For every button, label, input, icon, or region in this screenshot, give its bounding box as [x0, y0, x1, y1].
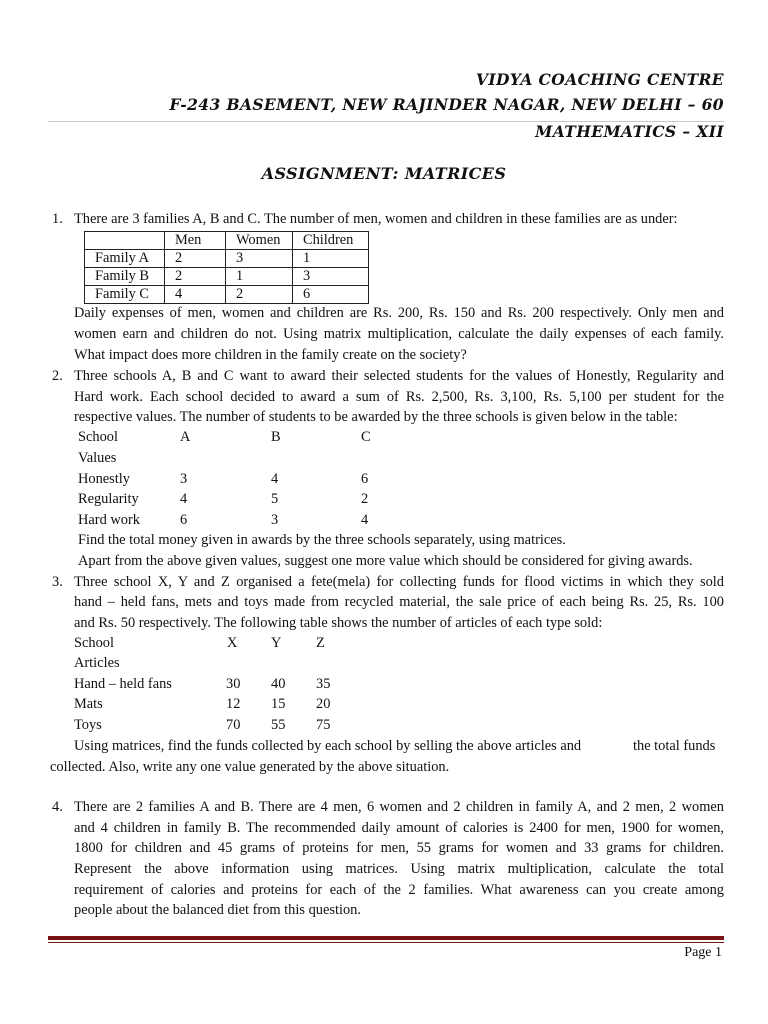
q2-cell: 6 — [180, 512, 188, 528]
q3-text-line: Using matrices, find the funds collected by each school by selling the above articles and — [74, 738, 582, 754]
q4-text-line: There are 2 families A and B. There are 4 men, 6 women and 2 children in family A, and 2 men, 2 women — [74, 799, 724, 815]
q3-row-label: Hand – held fans — [74, 676, 172, 692]
q3-cell: 15 — [271, 696, 286, 712]
q3-table-col: Y — [271, 635, 282, 651]
q3-number: 3. — [52, 574, 63, 590]
table-header-cell: Women — [226, 232, 293, 250]
q2-cell: 6 — [361, 471, 369, 487]
q3-table-col: Z — [316, 635, 325, 651]
table-row — [85, 250, 369, 268]
table-cell: 2 — [226, 286, 293, 304]
q3-row-label: Toys — [74, 717, 102, 733]
q2-cell: 3 — [180, 471, 188, 487]
q2-row-label: Honestly — [78, 471, 130, 487]
table-cell: 4 — [165, 286, 226, 304]
q3-table-sublabel: Articles — [74, 655, 120, 671]
q3-text-line: and Rs. 50 respectively. The following table shows the number of articles of each type sold: — [74, 615, 603, 631]
q3-table-col: X — [227, 635, 238, 651]
q3-cell: 30 — [226, 676, 241, 692]
table-cell: 1 — [293, 250, 369, 268]
table-cell: 2 — [165, 250, 226, 268]
q3-table-label: School — [74, 635, 114, 651]
table-cell: 3 — [293, 268, 369, 286]
table-cell: 3 — [226, 250, 293, 268]
q3-cell: 20 — [316, 696, 331, 712]
table-row — [85, 232, 369, 250]
q2-cell: 4 — [271, 471, 279, 487]
table-cell: Family A — [85, 250, 165, 268]
q2-cell: 2 — [361, 491, 369, 507]
table-header-cell: Children — [293, 232, 369, 250]
q1-text-line: women earn and children do not. Using matrix multiplication, calculate the daily expenses of each family. — [74, 326, 724, 342]
subject-line: MATHEMATICS – XII — [535, 122, 724, 141]
q3-cell: 35 — [316, 676, 331, 692]
q1-intro: There are 3 families A, B and C. The number of men, women and children in these families are as under: — [74, 211, 678, 227]
q2-cell: 4 — [361, 512, 369, 528]
page-number: Page 1 — [684, 945, 722, 960]
q1-text-line: Daily expenses of men, women and children are Rs. 200, Rs. 150 and Rs. 200 respectively. Only men and — [74, 305, 724, 321]
q4-text-line: 1800 for children and 45 grams of proteins for men, 55 grams for women and 33 grams for children. — [74, 840, 724, 856]
q2-cell: 3 — [271, 512, 279, 528]
q2-table-label: School — [78, 429, 118, 445]
q3-cell: 55 — [271, 717, 286, 733]
q3-cell: 75 — [316, 717, 331, 733]
q2-cell: 4 — [180, 491, 188, 507]
q3-text-line: hand – held fans, mets and toys made from recycled material, the sale price of each being Rs. 25, Rs. 100 — [74, 594, 724, 610]
q1-text-line: What impact does more children in the family create on the society? — [74, 347, 467, 363]
center-address: F-243 BASEMENT, NEW RAJINDER NAGAR, NEW DELHI – 60 — [169, 95, 724, 114]
q3-row-label: Mats — [74, 696, 103, 712]
table-row — [85, 286, 369, 304]
table-cell: Family B — [85, 268, 165, 286]
q3-text-line: collected. Also, write any one value generated by the above situation. — [50, 759, 450, 775]
table-cell: 2 — [165, 268, 226, 286]
page-title: ASSIGNMENT: MATRICES — [261, 164, 507, 183]
q3-cell: 12 — [226, 696, 241, 712]
table-header-cell — [85, 232, 165, 250]
q2-table-sublabel: Values — [78, 450, 117, 466]
table-cell: 6 — [293, 286, 369, 304]
center-name: VIDYA COACHING CENTRE — [475, 70, 724, 89]
q2-text-line: Apart from the above given values, suggest one more value which should be considered for giving awards. — [78, 553, 693, 569]
q2-table-col: C — [361, 429, 371, 445]
q2-text-line: Find the total money given in awards by the three schools separately, using matrices. — [78, 532, 566, 548]
q1-family-table — [84, 231, 369, 304]
q4-text-line: requirement of calories and proteins for each of the 2 families. What awareness can you create among — [74, 882, 724, 898]
table-cell: Family C — [85, 286, 165, 304]
footer-rule-thick — [48, 936, 724, 940]
table-cell: 1 — [226, 268, 293, 286]
q3-text-line: the total funds — [633, 738, 716, 754]
q4-text-line: people about the balanced diet from this question. — [74, 902, 361, 918]
q3-text-line: Three school X, Y and Z organised a fete(mela) for collecting funds for flood victims in which they sold — [74, 574, 724, 590]
q3-cell: 40 — [271, 676, 286, 692]
q2-table-col: B — [271, 429, 281, 445]
q4-number: 4. — [52, 799, 63, 815]
footer-rule-thin — [48, 942, 724, 943]
q2-number: 2. — [52, 368, 63, 384]
q2-text-line: Hard work. Each school decided to award a sum of Rs. 2,500, Rs. 3,100, Rs. 5,100 per student for the — [74, 389, 724, 405]
q2-row-label: Hard work — [78, 512, 140, 528]
q2-row-label: Regularity — [78, 491, 139, 507]
q4-text-line: Represent the above information using matrices. Using matrix multiplication, calculate the total — [74, 861, 724, 877]
q4-text-line: and 4 children in family B. The recommended daily amount of calories is 2400 for men, 1900 for women, — [74, 820, 724, 836]
q3-cell: 70 — [226, 717, 241, 733]
q2-text-line: Three schools A, B and C want to award their selected students for the values of Honestly, Regularity and — [74, 368, 724, 384]
q2-cell: 5 — [271, 491, 279, 507]
q1-number: 1. — [52, 211, 63, 227]
q2-table-col: A — [180, 429, 191, 445]
table-header-cell: Men — [165, 232, 226, 250]
table-row — [85, 268, 369, 286]
q2-text-line: respective values. The number of students to be awarded by the three schools is given below in the table: — [74, 409, 678, 425]
